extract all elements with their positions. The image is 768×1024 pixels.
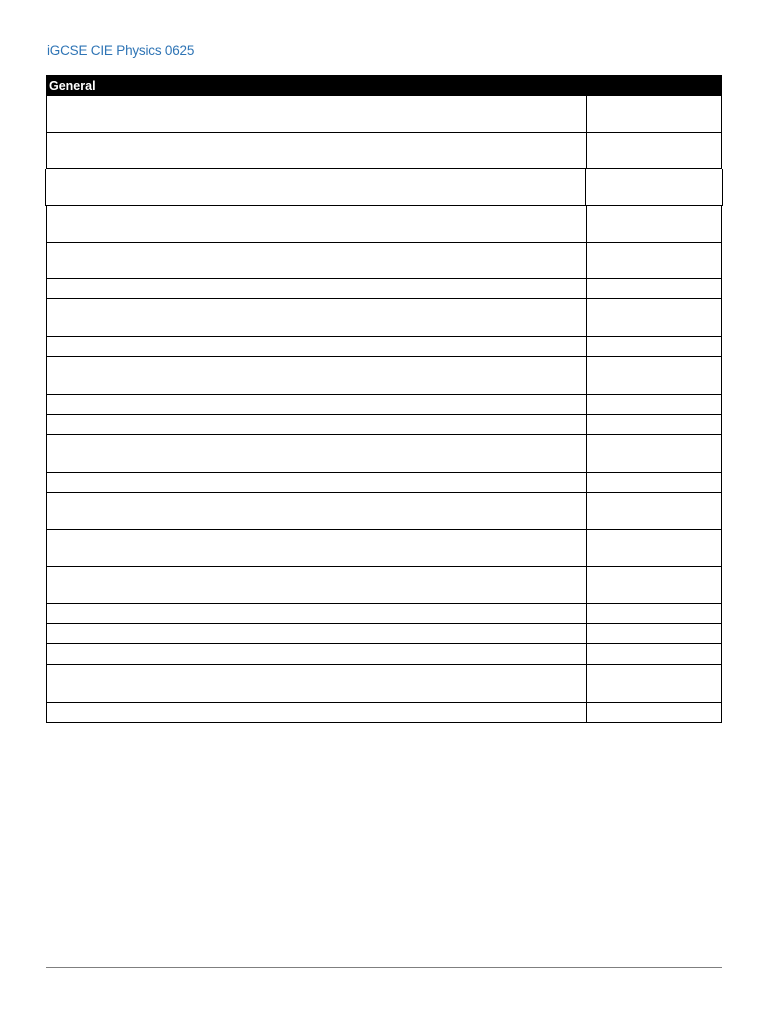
formula-symbolic <box>588 299 721 336</box>
section-header <box>46 75 722 96</box>
formula-symbolic <box>588 604 721 623</box>
formula-row-avg-speed <box>46 96 722 133</box>
page-title: iGCSE CIE Physics 0625 <box>47 43 195 58</box>
formula-description <box>47 567 587 603</box>
formula-description <box>47 395 587 414</box>
formula-description <box>47 243 587 278</box>
formula-row-pressure <box>46 357 722 395</box>
formula-description <box>47 644 587 664</box>
formula-symbolic <box>588 243 721 278</box>
formula-row-efficiency-energy <box>46 567 722 604</box>
formula-symbolic <box>588 133 721 168</box>
formula-table <box>46 75 722 723</box>
formula-row-gpe <box>46 493 722 530</box>
formula-symbolic <box>588 624 721 643</box>
formula-row-density <box>46 299 722 337</box>
formula-row-moment <box>46 604 722 624</box>
formula-description <box>47 493 587 529</box>
blank-gap <box>46 169 722 206</box>
formula-row-momentum <box>46 644 722 665</box>
formula-description <box>47 357 587 394</box>
formula-row-efficiency-power <box>46 530 722 567</box>
formula-description <box>47 415 587 434</box>
formula-symbolic <box>588 644 721 664</box>
formula-description <box>47 96 587 132</box>
formula-row-acceleration <box>46 206 722 243</box>
formula-description <box>47 133 587 168</box>
formula-symbolic <box>588 96 721 132</box>
formula-description <box>47 703 587 722</box>
formula-symbolic <box>588 357 721 394</box>
formula-description <box>47 435 587 472</box>
formula-symbolic <box>588 567 721 603</box>
formula-row-force <box>46 279 722 299</box>
formula-symbolic <box>588 415 721 434</box>
formula-row-force-momentum <box>46 665 722 703</box>
formula-description <box>47 337 587 356</box>
formula-symbolic <box>588 703 721 722</box>
formula-description <box>47 299 587 336</box>
formula-symbolic <box>588 473 721 492</box>
formula-description <box>47 604 587 623</box>
formula-row-avg-velocity <box>46 133 722 169</box>
formula-row-kinetic-energy <box>46 473 722 493</box>
formula-symbolic <box>588 530 721 566</box>
formula-row-hookes-law <box>46 337 722 357</box>
formula-description <box>47 206 587 242</box>
formula-description <box>47 665 587 702</box>
formula-symbolic <box>588 337 721 356</box>
formula-symbolic <box>588 665 721 702</box>
formula-description <box>47 530 587 566</box>
formula-row-fluid-pressure <box>46 395 722 415</box>
formula-symbolic <box>588 206 721 242</box>
formula-description <box>47 624 587 643</box>
formula-symbolic <box>588 395 721 414</box>
formula-symbolic <box>588 493 721 529</box>
section-title: General <box>49 79 96 93</box>
footer-rule <box>46 967 722 968</box>
formula-row-weight <box>46 243 722 279</box>
formula-row-impulse <box>46 703 722 723</box>
formula-description <box>47 473 587 492</box>
section-header-right <box>587 76 721 95</box>
formula-description <box>47 279 587 298</box>
formula-row-work <box>46 415 722 435</box>
formula-symbolic <box>588 435 721 472</box>
formula-row-power <box>46 435 722 473</box>
formula-symbolic <box>588 279 721 298</box>
formula-row-moments-principle <box>46 624 722 644</box>
